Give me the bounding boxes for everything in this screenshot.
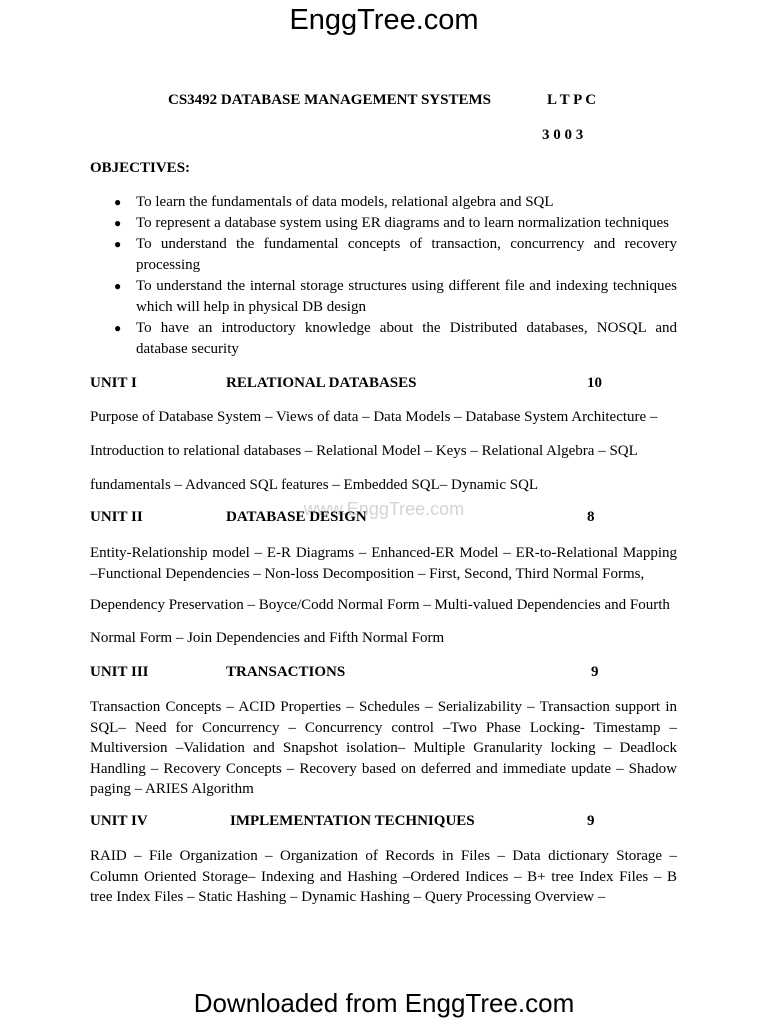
unit-hours: 9 <box>591 664 599 680</box>
site-header: EnggTree.com <box>289 4 479 36</box>
objectives-heading: OBJECTIVES: <box>90 160 191 176</box>
unit-hours: 9 <box>587 813 595 829</box>
bullet-icon: ● <box>114 321 122 335</box>
unit-2-line-1: Dependency Preservation – Boyce/Codd Normal Form – Multi-valued Dependencies and Fourth <box>90 597 670 613</box>
unit-title: TRANSACTIONS <box>226 664 346 680</box>
site-footer: Downloaded from EnggTree.com <box>193 988 575 1018</box>
objective-item <box>90 213 677 234</box>
unit-heading-4 <box>90 813 677 835</box>
unit-1-line-2: Introduction to relational databases – Relational Model – Keys – Relational Algebra – SQL <box>90 443 638 459</box>
objectives-list <box>90 192 677 360</box>
bullet-icon: ● <box>114 279 122 293</box>
unit-3-paragraph: Transaction Concepts – ACID Properties – Schedules – Serializability – Transaction support in SQL– Need for Concurrency – Concurrency control –Two Phase Locking- Timestamp – Multiversion –Validation and Snapshot isolation– Multiple Granularity locking – Deadlock Handling – Recovery Concepts – Recovery based on deferred and immediate update – Shadow paging – ARIES Algorithm <box>90 699 677 797</box>
unit-4-paragraph: RAID – File Organization – Organization of Records in Files – Data dictionary Storage – Column Oriented Storage– Indexing and Hashing –Ordered Indices – B+ tree Index Files – B tree Index Files – Static Hashing – Dynamic Hashing – Query Processing Overview – <box>90 848 677 905</box>
unit-2-line-2: Normal Form – Join Dependencies and Fifth Normal Form <box>90 630 445 646</box>
ltpc-values: 3 0 0 3 <box>542 127 584 143</box>
objective-text: To understand the internal storage structures using different file and indexing techniques which will help in physical DB design <box>136 278 677 315</box>
unit-2-paragraph-1: Entity-Relationship model – E-R Diagrams – Enhanced-ER Model – ER-to-Relational Mapping –Functional Dependencies – Non-loss Decomposition – First, Second, Third Normal Forms, <box>90 545 677 582</box>
unit-1-line-1: Purpose of Database System – Views of data – Data Models – Database System Architecture – <box>90 409 658 425</box>
objective-text: To learn the fundamentals of data models, relational algebra and SQL <box>136 194 554 210</box>
unit-title: IMPLEMENTATION TECHNIQUES <box>230 813 475 829</box>
objective-text: To represent a database system using ER diagrams and to learn normalization techniques <box>136 215 669 231</box>
unit-label: UNIT III <box>90 664 149 680</box>
unit-title: RELATIONAL DATABASES <box>226 375 417 391</box>
unit-heading-2 <box>90 509 677 531</box>
bullet-icon: ● <box>114 237 122 251</box>
objective-text: To understand the fundamental concepts of transaction, concurrency and recovery processing <box>136 236 677 273</box>
unit-heading-1 <box>90 375 677 397</box>
unit-title: DATABASE DESIGN <box>226 509 367 525</box>
bullet-icon: ● <box>114 195 122 209</box>
objective-text: To have an introductory knowledge about the Distributed databases, NOSQL and database security <box>136 320 677 357</box>
objective-item <box>90 318 677 360</box>
unit-hours: 8 <box>587 509 595 525</box>
objective-item <box>90 276 677 318</box>
ltpc-label: L T P C <box>547 92 597 108</box>
unit-label: UNIT IV <box>90 813 148 829</box>
course-title: CS3492 DATABASE MANAGEMENT SYSTEMS <box>168 92 491 108</box>
unit-1-line-3: fundamentals – Advanced SQL features – Embedded SQL– Dynamic SQL <box>90 477 539 493</box>
unit-label: UNIT II <box>90 509 143 525</box>
bullet-icon: ● <box>114 216 122 230</box>
watermark: www.EnggTree.com <box>303 499 465 519</box>
unit-hours: 10 <box>587 375 602 391</box>
objective-item <box>90 234 677 276</box>
unit-label: UNIT I <box>90 375 137 391</box>
unit-heading-3 <box>90 664 677 686</box>
objective-item <box>90 192 677 213</box>
